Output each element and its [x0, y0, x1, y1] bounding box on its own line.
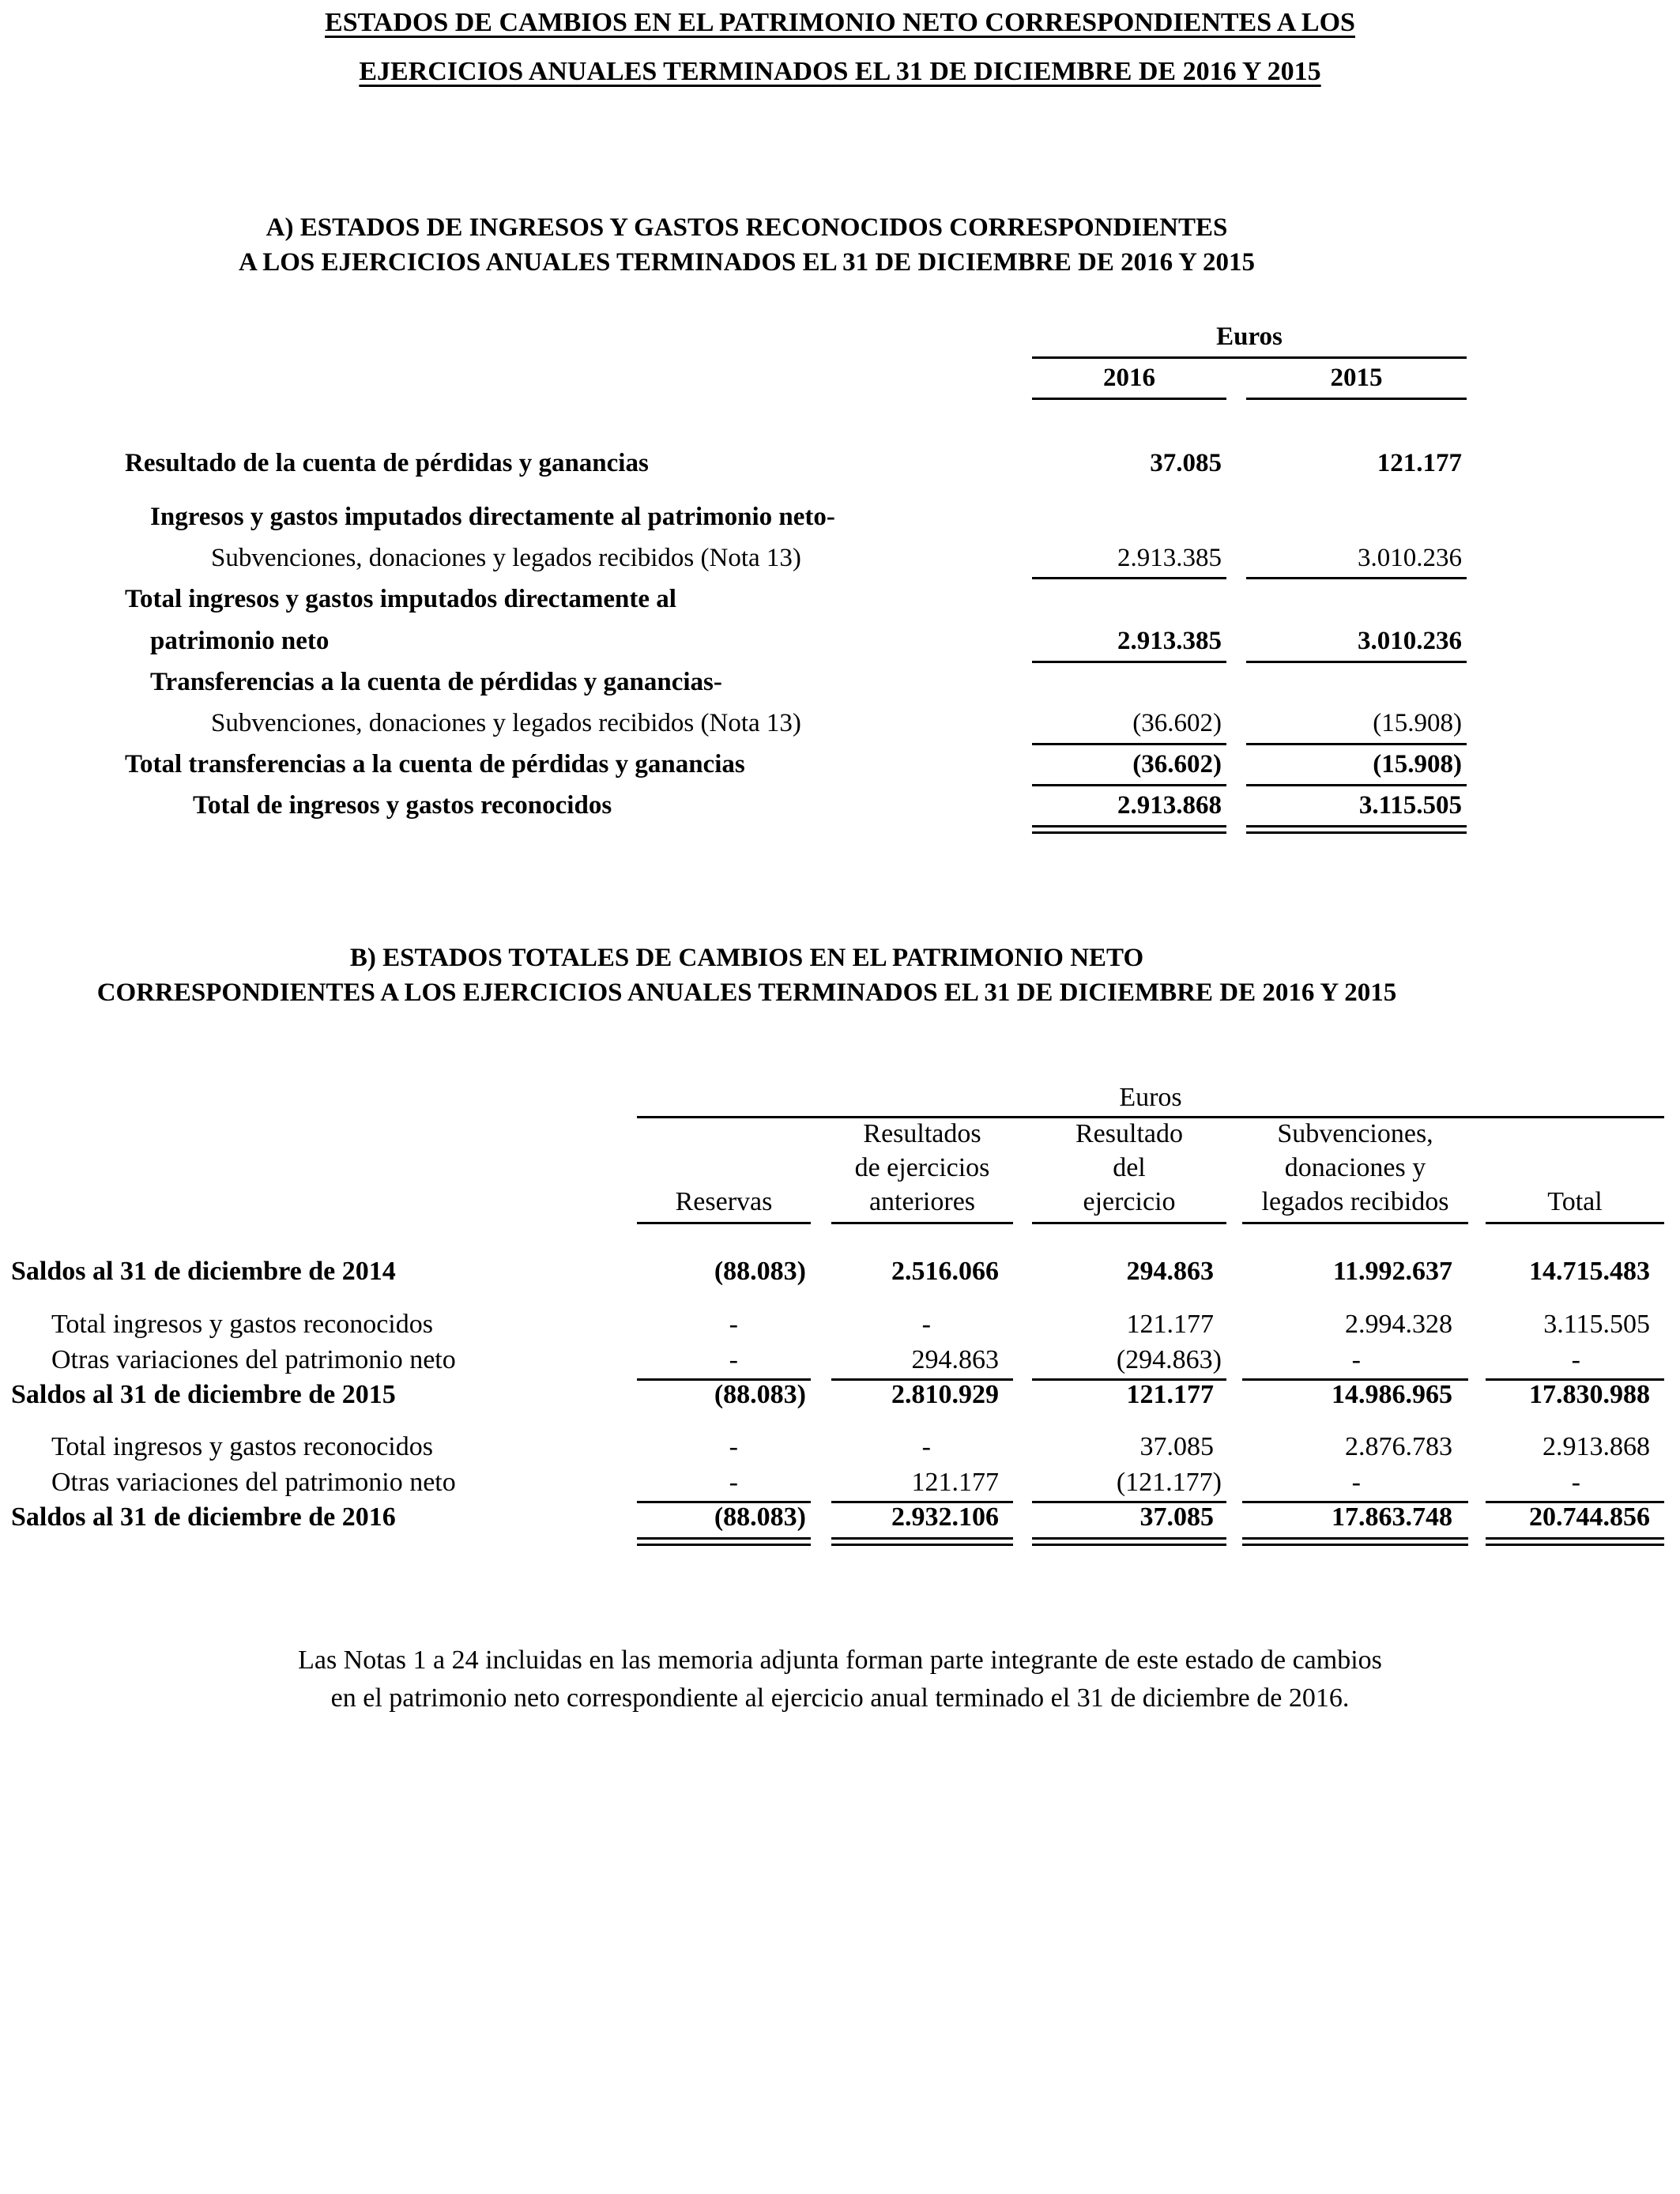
section-b-header-rule [637, 1222, 811, 1224]
section-a-row-2016-value: 37.085 [1150, 449, 1222, 477]
section-b-header-rule [1242, 1222, 1468, 1224]
section-b-value-resultados-anteriores: 121.177 [911, 1468, 999, 1497]
section-b-value-subvenciones: - [1351, 1345, 1361, 1374]
section-b-col-header-subvenciones: legados recibidos [1261, 1187, 1449, 1216]
section-a-subtotal-rule [1032, 577, 1226, 579]
section-b-currency-rule [637, 1116, 1664, 1118]
section-b-value-total: 2.913.868 [1543, 1432, 1650, 1461]
section-a-total-double-rule [1032, 825, 1226, 834]
section-b-col-header-total: Total [1547, 1187, 1603, 1216]
section-a-col-2015-rule [1246, 398, 1467, 400]
section-a-total-double-rule [1246, 825, 1467, 834]
section-b-value-resultados-anteriores: 2.516.066 [891, 1257, 999, 1286]
section-b-total-double-rule [1486, 1537, 1664, 1546]
section-b-row-label: Total ingresos y gastos reconocidos [51, 1432, 433, 1461]
section-b-row-label: Total ingresos y gastos reconocidos [51, 1310, 433, 1339]
section-a-col-2016: 2016 [1103, 364, 1155, 392]
section-a-currency-rule [1032, 356, 1467, 359]
section-b-value-resultado-ejercicio: 37.085 [1139, 1432, 1214, 1461]
section-a-row-2015-value: 3.010.236 [1358, 544, 1462, 572]
section-a-row-label: patrimonio neto [150, 627, 330, 655]
section-a-heading-line2: A LOS EJERCICIOS ANUALES TERMINADOS EL 31 DE DICIEMBRE DE 2016 Y 2015 [238, 248, 1256, 277]
section-b-value-resultados-anteriores: - [921, 1310, 931, 1339]
section-a-row-2016-value: (36.602) [1132, 750, 1222, 778]
section-b-value-resultado-ejercicio: 294.863 [1126, 1257, 1214, 1286]
section-a-subtotal-rule [1032, 661, 1226, 663]
section-b-row-label: Saldos al 31 de diciembre de 2016 [11, 1502, 396, 1532]
section-a-row-2016-value: 2.913.385 [1117, 627, 1222, 655]
section-b-value-resultados-anteriores: - [921, 1432, 931, 1461]
section-b-value-reservas: (88.083) [714, 1502, 806, 1532]
section-b-value-resultado-ejercicio: 37.085 [1139, 1502, 1214, 1532]
section-b-value-subvenciones: 2.994.328 [1345, 1310, 1452, 1339]
section-b-heading-line1: B) ESTADOS TOTALES DE CAMBIOS EN EL PATRIMONIO NETO [349, 944, 1144, 972]
section-b-row-label: Otras variaciones del patrimonio neto [51, 1345, 456, 1374]
section-b-value-subvenciones: - [1351, 1468, 1361, 1497]
section-b-value-reservas: - [729, 1345, 738, 1374]
section-b-col-header-resultado-ejercicio: del [1113, 1153, 1146, 1182]
section-b-header-rule [1032, 1222, 1226, 1224]
section-b-value-subvenciones: 2.876.783 [1345, 1432, 1452, 1461]
section-b-value-reservas: - [729, 1432, 738, 1461]
section-a-row-label: Total de ingresos y gastos reconocidos [193, 791, 612, 820]
section-b-value-resultados-anteriores: 2.810.929 [891, 1380, 999, 1409]
section-a-row-label: Subvenciones, donaciones y legados recibidos (Nota 13) [211, 709, 801, 737]
section-a-subtotal-rule [1246, 784, 1467, 786]
section-b-col-header-resultados-anteriores: Resultados [863, 1119, 981, 1148]
section-a-currency-header: Euros [1216, 322, 1283, 351]
section-a-row-label: Resultado de la cuenta de pérdidas y ganancias [125, 449, 649, 477]
section-a-subtotal-rule [1032, 784, 1226, 786]
section-b-value-resultado-ejercicio: (121.177) [1116, 1468, 1222, 1497]
section-b-value-total: - [1571, 1345, 1580, 1374]
section-b-heading-line2: CORRESPONDIENTES A LOS EJERCICIOS ANUALES TERMINADOS EL 31 DE DICIEMBRE DE 2016 Y 2015 [96, 978, 1397, 1007]
footnote-line2: en el patrimonio neto correspondiente al ejercicio anual terminado el 31 de diciembre de 2016. [330, 1683, 1350, 1713]
section-b-value-total: - [1571, 1468, 1580, 1497]
section-b-value-total: 3.115.505 [1543, 1310, 1650, 1339]
section-b-header-rule [831, 1222, 1013, 1224]
section-b-value-total: 17.830.988 [1529, 1380, 1650, 1409]
section-a-row-2016-value: (36.602) [1132, 709, 1222, 737]
footnote-line1: Las Notas 1 a 24 incluidas en las memoria adjunta forman parte integrante de este estado de cambios [298, 1646, 1382, 1675]
section-b-col-header-subvenciones: donaciones y [1284, 1153, 1426, 1182]
section-a-row-2015-value: 121.177 [1377, 449, 1462, 477]
section-a-subtotal-rule [1246, 743, 1467, 745]
section-a-subtotal-rule [1246, 661, 1467, 663]
section-b-header-rule [1486, 1222, 1664, 1224]
section-b-value-resultados-anteriores: 294.863 [911, 1345, 999, 1374]
section-b-currency-header: Euros [1119, 1083, 1182, 1112]
section-a-row-2015-value: 3.010.236 [1358, 627, 1462, 655]
section-a-row-2015-value: (15.908) [1373, 709, 1462, 737]
section-b-value-subvenciones: 11.992.637 [1332, 1257, 1452, 1286]
section-b-total-double-rule [831, 1537, 1013, 1546]
section-b-value-subvenciones: 17.863.748 [1332, 1502, 1452, 1532]
document-title-line1: ESTADOS DE CAMBIOS EN EL PATRIMONIO NETO CORRESPONDIENTES A LOS [325, 8, 1355, 37]
section-a-row-label: Transferencias a la cuenta de pérdidas y ganancias- [150, 668, 722, 696]
section-a-row-label: Ingresos y gastos imputados directamente al patrimonio neto- [150, 503, 835, 531]
section-a-row-2016-value: 2.913.385 [1117, 544, 1222, 572]
section-b-total-double-rule [637, 1537, 811, 1546]
section-a-heading-line1: A) ESTADOS DE INGRESOS Y GASTOS RECONOCIDOS CORRESPONDIENTES [266, 213, 1228, 242]
section-a-row-label: Total transferencias a la cuenta de pérdidas y ganancias [125, 750, 745, 778]
section-b-value-resultado-ejercicio: 121.177 [1126, 1380, 1214, 1409]
section-b-value-reservas: - [729, 1468, 738, 1497]
section-b-col-header-resultados-anteriores: anteriores [868, 1187, 976, 1216]
section-b-row-label: Saldos al 31 de diciembre de 2014 [11, 1257, 396, 1286]
section-b-col-header-resultado-ejercicio: ejercicio [1083, 1187, 1176, 1216]
section-b-value-resultado-ejercicio: (294.863) [1116, 1345, 1222, 1374]
section-a-subtotal-rule [1032, 743, 1226, 745]
section-a-row-label: Total ingresos y gastos imputados directamente al [125, 585, 676, 613]
section-a-col-2015: 2015 [1330, 364, 1383, 392]
section-b-value-total: 14.715.483 [1529, 1257, 1650, 1286]
section-a-row-label: Subvenciones, donaciones y legados recibidos (Nota 13) [211, 544, 801, 572]
section-b-value-reservas: (88.083) [714, 1380, 806, 1409]
section-b-total-double-rule [1242, 1537, 1468, 1546]
section-b-value-resultados-anteriores: 2.932.106 [891, 1502, 999, 1532]
section-b-total-double-rule [1032, 1537, 1226, 1546]
section-b-col-header-resultados-anteriores: de ejercicios [854, 1153, 990, 1182]
section-a-subtotal-rule [1246, 577, 1467, 579]
section-b-value-resultado-ejercicio: 121.177 [1126, 1310, 1214, 1339]
document-title-line2: EJERCICIOS ANUALES TERMINADOS EL 31 DE DICIEMBRE DE 2016 Y 2015 [359, 57, 1321, 86]
section-b-row-label: Saldos al 31 de diciembre de 2015 [11, 1380, 396, 1409]
section-a-row-2016-value: 2.913.868 [1117, 791, 1222, 820]
section-b-value-reservas: (88.083) [714, 1257, 806, 1286]
section-a-col-2016-rule [1032, 398, 1226, 400]
section-b-value-reservas: - [729, 1310, 738, 1339]
section-a-row-2015-value: (15.908) [1373, 750, 1462, 778]
section-b-value-total: 20.744.856 [1529, 1502, 1650, 1532]
section-a-row-2015-value: 3.115.505 [1358, 791, 1462, 820]
section-b-col-header-reservas: Reservas [675, 1187, 773, 1216]
section-b-value-subvenciones: 14.986.965 [1332, 1380, 1452, 1409]
section-b-col-header-subvenciones: Subvenciones, [1277, 1119, 1433, 1148]
section-b-row-label: Otras variaciones del patrimonio neto [51, 1468, 456, 1497]
section-b-col-header-resultado-ejercicio: Resultado [1075, 1119, 1183, 1148]
